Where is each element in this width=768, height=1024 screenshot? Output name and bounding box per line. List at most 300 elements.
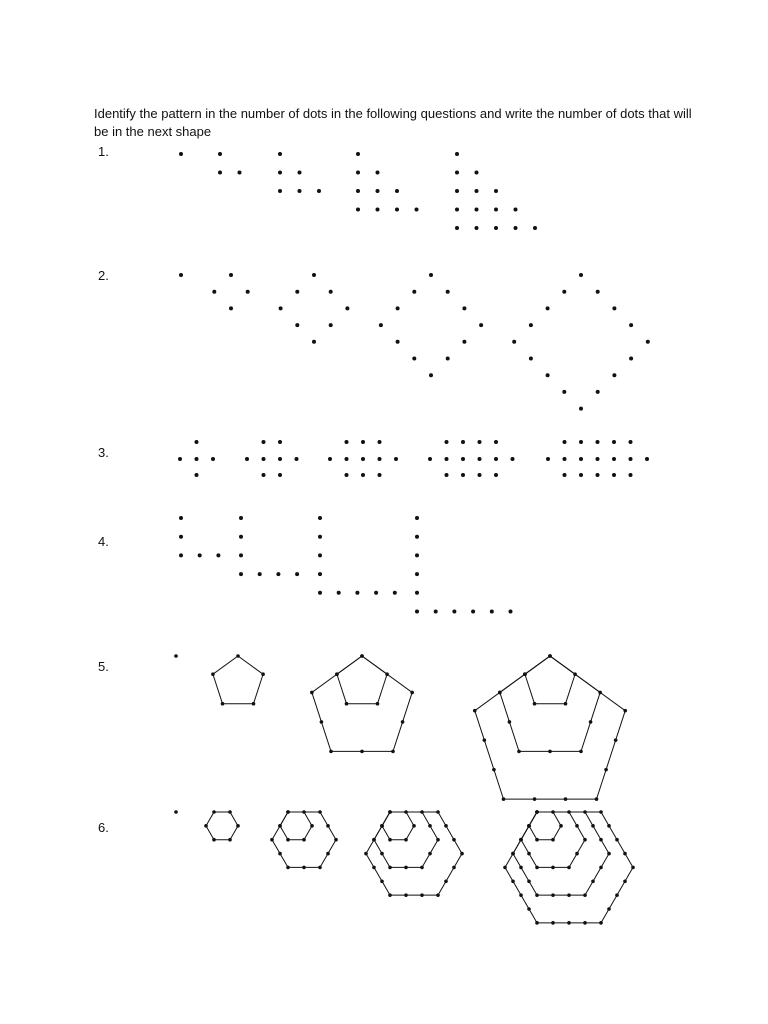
dot: [546, 306, 550, 310]
dot: [623, 709, 627, 713]
q2-figure-4: [379, 273, 483, 377]
q4-figure-1: [179, 516, 220, 557]
dot: [364, 852, 368, 856]
dot: [511, 852, 515, 856]
dot: [239, 516, 243, 520]
dot: [579, 473, 583, 477]
dot: [361, 473, 365, 477]
dot: [334, 838, 338, 842]
dot: [475, 189, 479, 193]
dot: [216, 553, 220, 557]
shape-outline: [213, 656, 263, 704]
dot: [328, 457, 332, 461]
dot: [646, 340, 650, 344]
dot: [508, 720, 512, 724]
dot: [494, 226, 498, 230]
dot: [455, 226, 459, 230]
dot: [298, 171, 302, 175]
dot: [452, 866, 456, 870]
dot: [595, 797, 599, 801]
dot: [483, 738, 487, 742]
dot: [415, 516, 419, 520]
dot: [252, 702, 256, 706]
dot: [278, 171, 282, 175]
dot: [462, 306, 466, 310]
dot: [612, 473, 616, 477]
dot: [317, 189, 321, 193]
instructions-text: Identify the pattern in the number of dots in the following questions and write the number of dots that will be in the next shape: [94, 106, 692, 139]
dot: [579, 273, 583, 277]
dot: [261, 672, 265, 676]
dot: [478, 473, 482, 477]
dot: [388, 810, 392, 814]
q1-figure-3: [278, 152, 321, 193]
dot: [236, 824, 240, 828]
question-number-6: 6.: [98, 820, 109, 835]
dot: [551, 921, 555, 925]
dot: [494, 440, 498, 444]
q5-figure-1: [174, 654, 178, 658]
dot: [318, 535, 322, 539]
dot: [312, 273, 316, 277]
dot: [607, 907, 611, 911]
dot: [514, 226, 518, 230]
dot: [388, 893, 392, 897]
dot: [575, 852, 579, 856]
dot: [445, 440, 449, 444]
dot: [345, 457, 349, 461]
dot: [523, 672, 527, 676]
dot: [461, 440, 465, 444]
dot: [378, 473, 382, 477]
dot: [436, 838, 440, 842]
dot: [320, 720, 324, 724]
dot: [623, 852, 627, 856]
question-number-1: 1.: [98, 144, 109, 159]
dot: [629, 473, 633, 477]
dot: [345, 306, 349, 310]
dot: [596, 390, 600, 394]
dot: [212, 290, 216, 294]
dot: [278, 440, 282, 444]
dot: [535, 866, 539, 870]
q3-figure-2: [245, 440, 299, 477]
dot: [461, 457, 465, 461]
dot: [286, 810, 290, 814]
dot: [612, 306, 616, 310]
dot: [212, 838, 216, 842]
dot: [533, 226, 537, 230]
dot: [302, 866, 306, 870]
dot: [376, 702, 380, 706]
dot: [514, 208, 518, 212]
dot: [612, 457, 616, 461]
dot: [380, 879, 384, 883]
dot: [276, 572, 280, 576]
dot: [446, 357, 450, 361]
dot: [278, 189, 282, 193]
dot: [445, 473, 449, 477]
dot: [599, 838, 603, 842]
q4-figure-2: [239, 516, 299, 576]
dot: [318, 572, 322, 576]
dot: [546, 373, 550, 377]
dot: [286, 838, 290, 842]
dot: [212, 810, 216, 814]
dot: [455, 152, 459, 156]
q6-figure-3: [270, 810, 338, 869]
dot: [444, 824, 448, 828]
dot: [591, 879, 595, 883]
dot: [512, 340, 516, 344]
dot: [475, 208, 479, 212]
dot: [498, 691, 502, 695]
dot: [394, 457, 398, 461]
dot: [218, 152, 222, 156]
dot: [360, 654, 364, 658]
dot: [380, 852, 384, 856]
dot: [529, 323, 533, 327]
dot: [564, 797, 568, 801]
dot: [361, 457, 365, 461]
shape-outline: [280, 812, 312, 840]
dot: [455, 171, 459, 175]
dot: [262, 473, 266, 477]
dot: [494, 473, 498, 477]
dot: [326, 824, 330, 828]
dot: [478, 457, 482, 461]
dot: [548, 750, 552, 754]
dot: [195, 440, 199, 444]
dot: [519, 838, 523, 842]
dot: [527, 879, 531, 883]
dot: [455, 208, 459, 212]
dot: [551, 838, 555, 842]
dot: [404, 866, 408, 870]
question-number-3: 3.: [98, 445, 109, 460]
dot: [329, 290, 333, 294]
q1-figure-4: [356, 152, 419, 212]
dot: [434, 610, 438, 614]
q2-figure-3: [279, 273, 350, 344]
dot: [490, 610, 494, 614]
dot: [445, 457, 449, 461]
dot: [415, 572, 419, 576]
dot: [535, 893, 539, 897]
q5-figure-2: [211, 654, 265, 705]
q6-figure-5: [503, 810, 635, 924]
dot: [494, 457, 498, 461]
dot: [452, 610, 456, 614]
dot: [563, 457, 567, 461]
dot: [179, 152, 183, 156]
dot: [599, 866, 603, 870]
dot: [511, 879, 515, 883]
dot: [262, 440, 266, 444]
dot: [278, 457, 282, 461]
dot: [221, 702, 225, 706]
dot: [239, 553, 243, 557]
dot: [535, 810, 539, 814]
dot: [503, 866, 507, 870]
dot: [492, 768, 496, 772]
dot: [471, 610, 475, 614]
dot: [415, 208, 419, 212]
dot: [599, 921, 603, 925]
dot: [612, 440, 616, 444]
dot: [567, 921, 571, 925]
dot: [478, 440, 482, 444]
shape-outline: [475, 656, 625, 799]
dot: [596, 290, 600, 294]
dot: [318, 516, 322, 520]
dot: [412, 824, 416, 828]
dot: [298, 189, 302, 193]
q6-figure-4: [364, 810, 464, 897]
dot: [428, 852, 432, 856]
dot: [519, 866, 523, 870]
dot: [596, 473, 600, 477]
dot: [479, 323, 483, 327]
dot: [461, 473, 465, 477]
dot: [278, 473, 282, 477]
q3-figure-3: [328, 440, 398, 477]
dot: [318, 810, 322, 814]
dot: [575, 824, 579, 828]
dot: [179, 553, 183, 557]
dot: [404, 893, 408, 897]
dot: [174, 654, 178, 658]
dot: [345, 473, 349, 477]
dot: [279, 306, 283, 310]
dot: [517, 750, 521, 754]
q2-figure-5: [512, 273, 650, 411]
dot: [326, 852, 330, 856]
q2-figure-2: [212, 273, 249, 310]
shape-outline: [382, 812, 414, 840]
dot: [401, 720, 405, 724]
q3-figure-5: [546, 440, 649, 477]
dot: [519, 893, 523, 897]
question-number-2: 2.: [98, 268, 109, 283]
dot: [460, 852, 464, 856]
dot: [436, 810, 440, 814]
dot: [360, 750, 364, 754]
dot: [312, 340, 316, 344]
q5-figure-3: [310, 654, 414, 753]
dot: [239, 572, 243, 576]
dot: [533, 702, 537, 706]
dot: [278, 852, 282, 856]
dot: [388, 838, 392, 842]
dot: [410, 691, 414, 695]
dot: [374, 591, 378, 595]
dot: [615, 838, 619, 842]
dot: [393, 591, 397, 595]
dot: [179, 516, 183, 520]
dot: [559, 824, 563, 828]
dot: [179, 273, 183, 277]
dot: [211, 457, 215, 461]
dot: [379, 323, 383, 327]
dot: [563, 440, 567, 444]
dot: [589, 720, 593, 724]
dot: [195, 457, 199, 461]
dot: [533, 797, 537, 801]
dot: [567, 893, 571, 897]
dot: [475, 171, 479, 175]
q4-figure-4: [415, 516, 513, 614]
dot: [473, 709, 477, 713]
dot: [629, 440, 633, 444]
dot: [529, 357, 533, 361]
q6-figure-2: [204, 810, 240, 841]
dot: [396, 306, 400, 310]
dot: [356, 171, 360, 175]
dot: [356, 152, 360, 156]
dot: [378, 457, 382, 461]
dot: [395, 208, 399, 212]
dot: [579, 457, 583, 461]
q1-figure-2: [218, 152, 242, 175]
dot: [178, 457, 182, 461]
dot: [629, 457, 633, 461]
dot: [562, 390, 566, 394]
q6-figure-1: [174, 810, 178, 814]
q3-figure-1: [178, 440, 215, 477]
dot: [452, 838, 456, 842]
dot: [218, 171, 222, 175]
dot: [318, 591, 322, 595]
shape-outline: [337, 656, 387, 704]
dot: [179, 535, 183, 539]
dot: [607, 852, 611, 856]
dot: [535, 921, 539, 925]
dot: [548, 654, 552, 658]
dot: [278, 824, 282, 828]
dot: [607, 824, 611, 828]
dot: [415, 610, 419, 614]
dot: [564, 702, 568, 706]
dot: [245, 457, 249, 461]
dot: [246, 290, 250, 294]
dot: [415, 535, 419, 539]
dot: [236, 654, 240, 658]
dot: [420, 893, 424, 897]
dot: [527, 824, 531, 828]
dot: [579, 750, 583, 754]
dot: [211, 672, 215, 676]
dot: [310, 824, 314, 828]
dot: [356, 189, 360, 193]
dot: [615, 893, 619, 897]
shape-outline: [529, 812, 561, 840]
dot: [195, 473, 199, 477]
dot: [444, 879, 448, 883]
dot: [345, 702, 349, 706]
dot: [380, 824, 384, 828]
dot: [391, 750, 395, 754]
dot: [412, 290, 416, 294]
dot: [318, 866, 322, 870]
dot: [579, 407, 583, 411]
dot: [623, 879, 627, 883]
dot: [509, 610, 513, 614]
dot: [579, 440, 583, 444]
dot: [228, 838, 232, 842]
dot: [278, 152, 282, 156]
dot: [629, 357, 633, 361]
dot: [345, 440, 349, 444]
q2-figure-1: [179, 273, 183, 277]
dot: [436, 893, 440, 897]
dot: [583, 893, 587, 897]
dot: [228, 810, 232, 814]
dot: [295, 323, 299, 327]
dot: [631, 866, 635, 870]
dot: [494, 189, 498, 193]
dot: [396, 340, 400, 344]
dot: [355, 591, 359, 595]
dot: [295, 572, 299, 576]
dot: [198, 553, 202, 557]
shape-outline: [206, 812, 238, 840]
dot: [238, 171, 242, 175]
dot: [395, 189, 399, 193]
dot: [356, 208, 360, 212]
dot: [204, 824, 208, 828]
dot: [614, 738, 618, 742]
dot: [446, 290, 450, 294]
dot: [258, 572, 262, 576]
dot: [428, 457, 432, 461]
dot: [404, 838, 408, 842]
dot: [429, 373, 433, 377]
q5-figure-4: [473, 654, 627, 801]
dot: [563, 473, 567, 477]
dot: [337, 591, 341, 595]
dot: [535, 838, 539, 842]
dot: [546, 457, 550, 461]
dot: [335, 672, 339, 676]
dot: [462, 340, 466, 344]
dot: [229, 306, 233, 310]
dot: [502, 797, 506, 801]
dot: [302, 838, 306, 842]
question-number-4: 4.: [98, 534, 109, 549]
dot: [376, 171, 380, 175]
dot: [551, 866, 555, 870]
question-number-5: 5.: [98, 659, 109, 674]
dot: [361, 440, 365, 444]
dot: [415, 553, 419, 557]
dot: [527, 852, 531, 856]
dot: [415, 591, 419, 595]
dot: [429, 273, 433, 277]
dot: [527, 907, 531, 911]
dot: [583, 838, 587, 842]
dot: [239, 535, 243, 539]
dot: [562, 290, 566, 294]
dot: [372, 838, 376, 842]
dot: [551, 893, 555, 897]
dot: [511, 457, 515, 461]
dot: [612, 373, 616, 377]
dot: [388, 866, 392, 870]
dot: [412, 357, 416, 361]
dot: [420, 866, 424, 870]
dot: [596, 457, 600, 461]
